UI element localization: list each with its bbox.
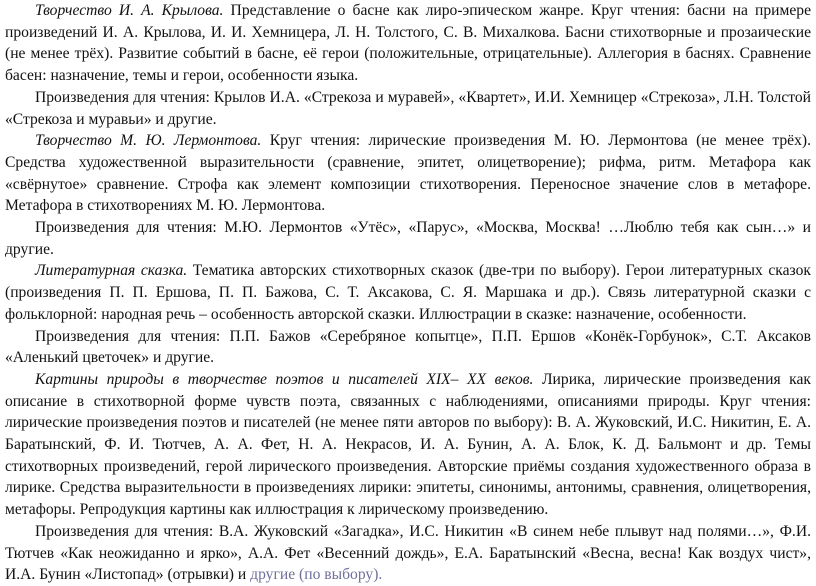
paragraph-lermontov <box>5 130 811 217</box>
paragraph-text: Произведения для чтения: В.А. Жуковский «Загадка», И.С. Никитин «В синем небе плывут над полями…», Ф.И. Тютчев «Как неожиданно и ярко», А.А. Фет «Весенний дождь», Е.А. Баратынский «Весна, весна! Как воздух чист», И.А. Бунин «Листопад» (отрывки) и <box>5 522 811 584</box>
paragraph-literary-tale <box>5 260 811 325</box>
section-title-lermontov: Творчество М. Ю. Лермонтова. <box>35 132 262 150</box>
paragraph-text: Произведения для чтения: М.Ю. Лермонтов «Утёс», «Парус», «Москва, Москва! …Люблю тебя как сын…» и другие. <box>5 219 811 258</box>
section-title-literary-tale: Литературная сказка. <box>35 262 188 280</box>
paragraph-krylov <box>5 0 811 87</box>
paragraph-text: Произведения для чтения: П.П. Бажов «Серебряное копытце», П.П. Ершов «Конёк-Горбунок», С.Т. Аксаков «Аленький цветочек» и другие. <box>5 327 811 367</box>
paragraph-nature <box>5 369 811 521</box>
paragraph-text: Произведения для чтения: Крылов И.А. «Стрекоза и муравей», «Квартет», И.И. Хемницер «Стрекоза», Л.Н. Толстой «Стрекоза и муравьи» и другие. <box>5 88 811 128</box>
paragraph-krylov-reading <box>5 87 811 130</box>
document-page <box>5 0 811 586</box>
paragraph-lermontov-reading <box>5 217 811 260</box>
paragraph-text: Представление о басне как лиро-эпическом жанре. Круг чтения: басни на примере произведений И. А. Крылова, И. И. Хемницера, Л. Н. Толстого, С. В. Михалкова. Басни стихотворные и прозаические (не менее трёх). Развитие событий в басне, её герои (положительные, отрицательные). Аллегория в баснях. Сравнение басен: назначение, темы и герои, особенности языка. <box>5 2 811 85</box>
paragraph-text: Круг чтения: лирические произведения М. Ю. Лермонтова (не менее трёх). Средства художественной выразительности (сравнение, эпитет, олицетворение); рифма, ритм. Метафора как «свёрнутое» сравнение. Строфа как элемент композиции стихотворения. Переносное значение слов в метафоре. Метафора в стихотворениях М. Ю. Лермонтова. <box>5 132 811 215</box>
paragraph-literary-tale-reading <box>5 326 811 369</box>
paragraph-nature-reading <box>5 521 811 586</box>
section-title-nature: Картины природы в творчестве поэтов и писателей XIX– XX веков. <box>35 370 534 388</box>
paragraph-text: Тематика авторских стихотворных сказок (две-три по выбору). Герои литературных сказок (произведения П. П. Ершова, П. П. Бажова, С. Т. Аксакова, С. Я. Маршака и др.). Связь литературной сказки с фольклорной: народная речь – особенность авторской сказки. Иллюстрации в сказке: назначение, особенности. <box>5 262 811 323</box>
paragraph-text: Лирика, лирические произведения как описание в стихотворной форме чувств поэта, связанных с наблюдениями, описаниями природы. Круг чтения: лирические произведения поэтов и писателей (не менее пяти авторов по выбору): В. А. Жуковский, И.С. Никитин, Е. А. Баратынский, Ф. И. Тютчев, А. А. Фет, Н. А. Некрасов, И. А. Бунин, А. А. Блок, К. Д. Бальмонт и др. Темы стихотворных произведений, герой лирического произведения. Авторские приёмы создания художественного образа в лирике. Средства выразительности в произведениях лирики: эпитеты, синонимы, антонимы, сравнения, олицетворения, метафоры. Репродукция картины как иллюстрация к лирическому произведению. <box>5 370 811 519</box>
paragraph-tail-text: другие (по выбору). <box>246 566 383 584</box>
section-title-krylov: Творчество И. А. Крылова. <box>35 2 224 19</box>
